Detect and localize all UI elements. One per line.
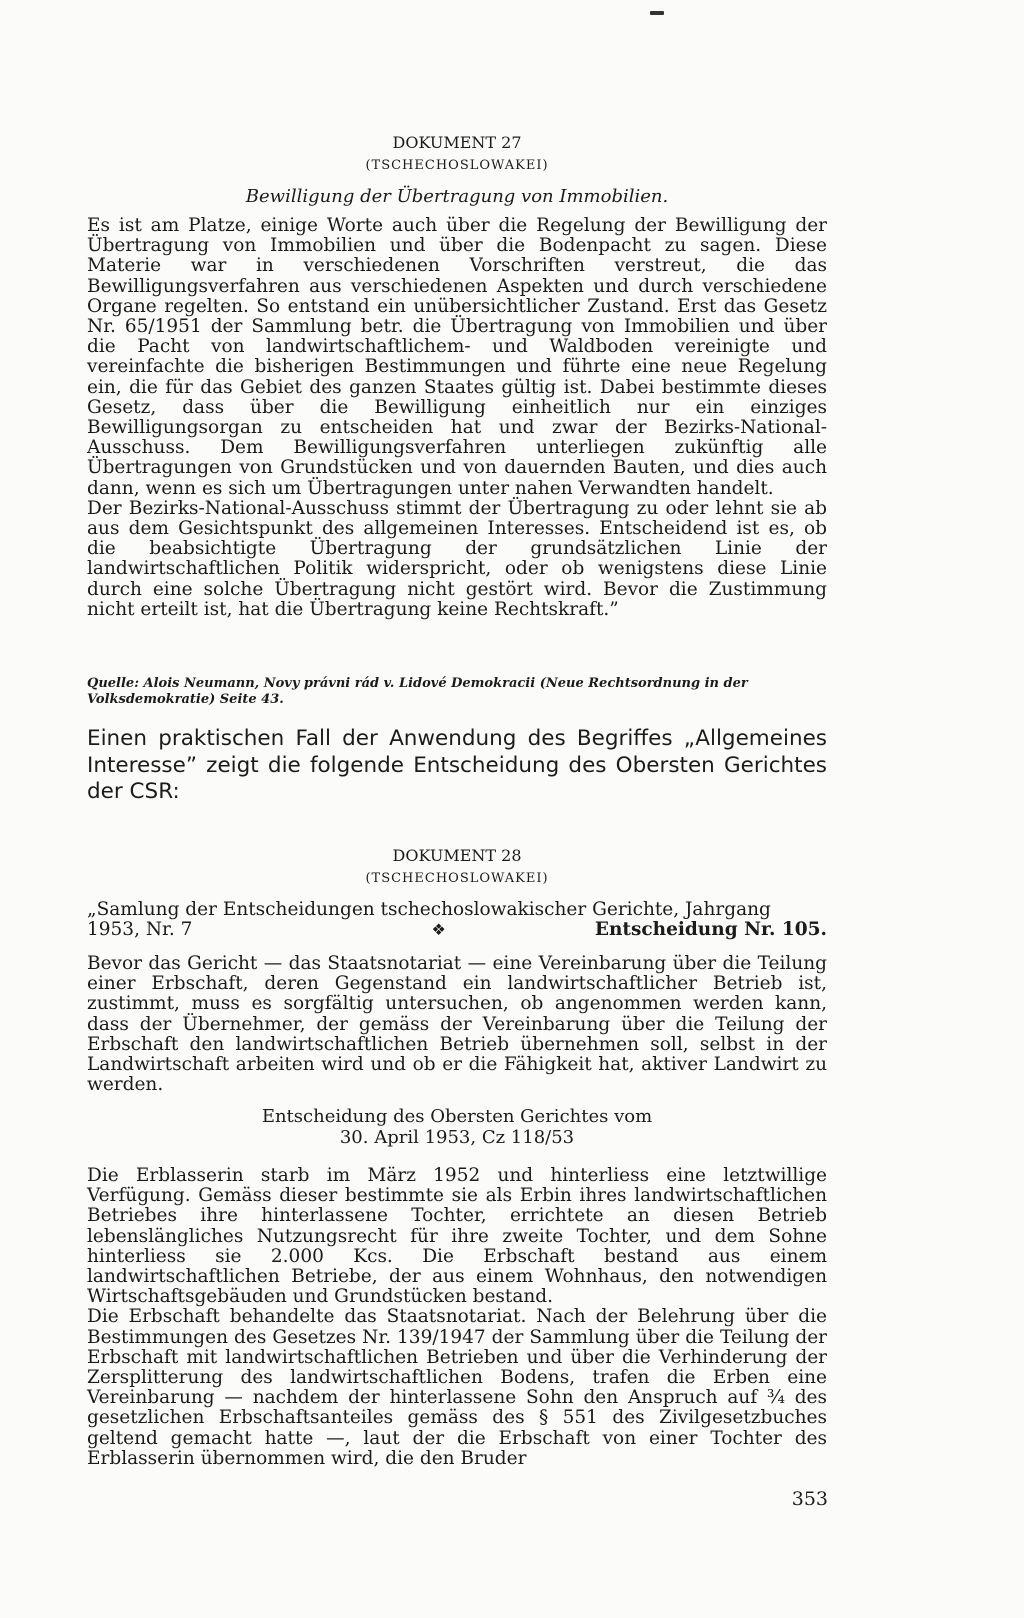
doc28-body <box>87 1166 827 1469</box>
page-number: 353 <box>791 1488 828 1510</box>
reference-line-1: „Samlung der Entscheidungen tschechoslowakischer Gerichte, Jahrgang <box>87 899 771 920</box>
doc27-paragraph-1: Es ist am Platze, einige Worte auch über die Regelung der Bewilligung der Übertragung von Immobilien und über die Bodenpacht zu sagen. Diese Materie war in verschiedenen Vorschriften verstreut, die das Bewilligungsverfahren aus verschiedenen Aspekten und durch verschiedene Organe regelten. So entstand ein unübersichtlicher Zustand. Erst das Gesetz Nr. 65/1951 der Sammlung betr. die Übertragung von Immobilien und über die Pacht von landwirtschaftlichem- und Waldboden vereinigte und vereinfachte die bisherigen Bestimmungen und führte eine neue Regelung ein, die für das Gebiet des ganzen Staates gültig ist. Dabei bestimmte dieses Gesetz, dass über die Bewilligung einheitlich nur ein einziges Bewilligungsorgan zu entscheiden hat und zwar der Bezirks-National-Ausschuss. Dem Bewilligungsverfahren unterliegen zukünftig alle Übertragungen von Grundstücken und von dauernden Bauten, und dies auch dann, wenn es sich um Übertragungen unter nahen Verwandten handelt. <box>87 215 827 499</box>
doc27-source: Quelle: Alois Neumann, Novy právni rád v. Lidové Demokracii (Neue Rechtsordnung in der Volksdemokratie) Seite 43. <box>87 676 748 707</box>
doc27-paragraph-2: Der Bezirks-National-Ausschuss stimmt der Übertragung zu oder lehnt sie ab aus dem Gesichtspunkt des allgemeinen Interesses. Entscheidend ist es, ob die beabsichtigte Übertragung der grundsätzlichen Linie der landwirtschaftlichen Politik widerspricht, oder ob wenigstens diese Linie durch eine solche Übertragung nicht gestört wird. Bevor die Zustimmung nicht erteilt ist, hat die Übertragung keine Rechtskraft.” <box>87 497 827 620</box>
doc28-paragraph-2: Die Erbschaft behandelte das Staatsnotariat. Nach der Belehrung über die Bestimmungen des Gesetzes Nr. 139/1947 der Sammlung über die Teilung der Erbschaft mit landwirtschaftlichen Betrieben und über die Verhinderung der Zersplitterung des landwirtschaftlichen Bodens, trafen die Erben eine Vereinbarung — nachdem der hinterlassene Sohn den Anspruch auf ¾ des gesetzlichen Erbschaftsanteiles gemäss des § 551 des Zivilgesetzbuches geltend gemacht hatte —, laut der die Erbschaft von einer Tochter des Erblasserin übernommen wird, die den Bruder <box>87 1306 827 1469</box>
decision-line-1: Entscheidung des Obersten Gerichtes vom <box>261 1106 653 1127</box>
doc28-reference <box>87 900 827 940</box>
decision-heading <box>87 1106 827 1148</box>
decision-line-2: 30. April 1953, Cz 118/53 <box>339 1127 575 1148</box>
reference-line-2 <box>87 920 827 940</box>
doc28-title: DOKUMENT 28 <box>392 846 522 865</box>
doc28-country: (TSCHECHOSLOWAKEI) <box>365 871 549 886</box>
doc27-country: (TSCHECHOSLOWAKEI) <box>365 158 549 173</box>
doc27-title: DOKUMENT 27 <box>392 133 522 152</box>
doc28-paragraph-1: Die Erblasserin starb im März 1952 und hinterliess eine letztwillige Verfügung. Gemäss dieser bestimmte sie als Erbin ihres landwirtschaftlichen Betriebes ihre hinterlassene Tochter, errichtete an diesen Betrieb lebenslängliches Nutzungsrecht für ihre zweite Tochter, und dem Sohne hinterliess sie 2.000 Kcs. Die Erbschaft bestand aus einem landwirtschaftlichen Betriebe, der aus einem Wohnhaus, den notwendigen Wirtschaftsgebäuden und Grundstücken bestand. <box>87 1165 827 1308</box>
doc27-caption: Bewilligung der Übertragung von Immobilien. <box>245 186 669 207</box>
ornament-glyph: ❖ <box>431 920 446 939</box>
decision-number: Entscheidung Nr. 105. <box>594 919 827 940</box>
doc28-headnote: Bevor das Gericht — das Staatsnotariat — eine Vereinbarung über die Teilung einer Erbschaft, deren Gegenstand ein landwirtschaftlicher Betrieb ist, zustimmt, muss es sorgfältig untersuchen, ob angenommen werden kann, dass der Übernehmer, der gemäss der Vereinbarung über die Teilung der Erbschaft den landwirtschaftlichen Betrieb übernehmen soll, selbst in der Landwirtschaft arbeiten wird und ob er die Fähigkeit hat, aktiver Landwirt zu werden. <box>87 953 827 1096</box>
doc27-body <box>87 216 827 620</box>
reference-volume: 1953, Nr. 7 <box>87 919 193 940</box>
intro-paragraph: Einen praktischen Fall der Anwendung des Begriffes „Allgemeines Interesse” zeigt die folgende Entscheidung des Obersten Gerichtes der CSR: <box>87 726 827 804</box>
top-smudge <box>650 11 664 15</box>
